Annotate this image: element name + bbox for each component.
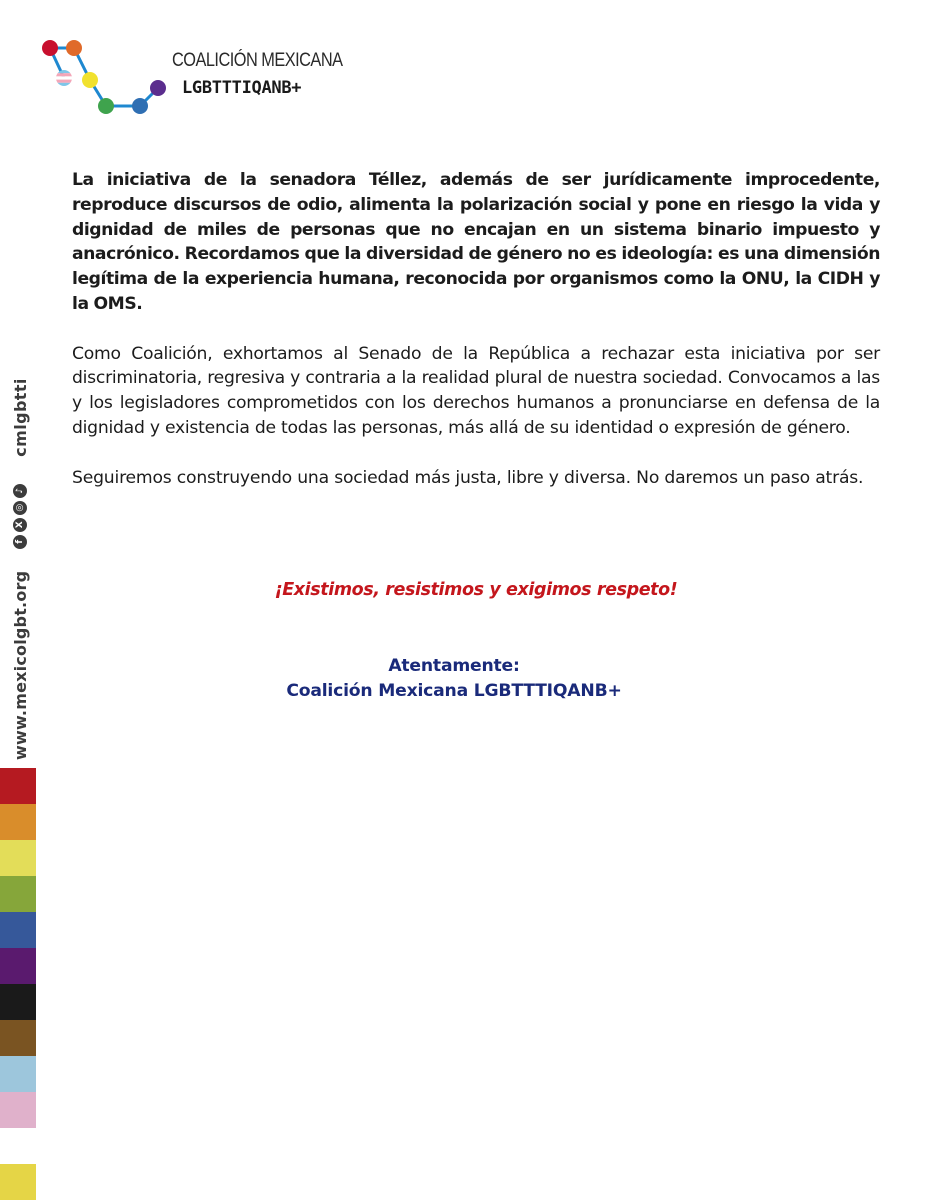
slogan: ¡Existimos, resistimos y exigimos respeto! xyxy=(274,580,678,600)
call-to-senate-paragraph: Como Coalición, exhortamos al Senado de la República a rechazar esta iniciativa por ser discriminatoria, regresiva y contraria a la realidad plural de nuestra sociedad. Convocamos a las y los legisladores comprometidos con los derechos humanos a pronunciarse en defensa de la dignidad y existencia de todas las personas, más allá de su identidad o expresión de género. xyxy=(72,343,880,438)
social-icons xyxy=(13,481,27,549)
sidebar-contact xyxy=(8,362,32,760)
x-icon[interactable]: X xyxy=(13,518,27,532)
color-stripe xyxy=(0,804,36,840)
color-stripe xyxy=(0,1164,36,1200)
signature-salutation: Atentamente: xyxy=(388,656,520,676)
coalition-logo xyxy=(38,36,343,120)
document-body xyxy=(72,168,880,490)
instagram-icon[interactable]: ◎ xyxy=(13,501,27,515)
closing-paragraph: Seguiremos construyendo una sociedad más justa, libre y diversa. No daremos un paso atrás. xyxy=(72,467,864,488)
color-stripe xyxy=(0,912,36,948)
color-stripe xyxy=(0,876,36,912)
logo-title-line2: LGBTTTIQANB+ xyxy=(182,78,302,98)
color-stripe xyxy=(0,984,36,1020)
color-stripe xyxy=(0,840,36,876)
social-handle[interactable]: cmlgbtti xyxy=(10,378,30,457)
logo-chain-icon xyxy=(38,36,168,120)
color-stripe xyxy=(0,1092,36,1128)
color-stripe xyxy=(0,1020,36,1056)
intro-paragraph: La iniciativa de la senadora Téllez, además de ser jurídicamente improcedente, reproduce discursos de odio, alimenta la polarización social y pone en riesgo la vida y dignidad de miles de personas que no encajan en un sistema binario impuesto y anacrónico. Recordamos que la diversidad de género no es ideología: es una dimensión legítima de la experiencia humana, reconocida por organismos como la ONU, la CIDH y la OMS. xyxy=(72,170,880,314)
color-stripe xyxy=(0,1056,36,1092)
tiktok-icon[interactable]: ♪ xyxy=(13,484,27,498)
facebook-icon[interactable]: f xyxy=(13,535,27,549)
trans-dot-icon xyxy=(56,70,72,86)
pride-color-stripes xyxy=(0,768,36,1200)
color-stripe xyxy=(0,1128,36,1164)
website-link[interactable]: www.mexicolgbt.org xyxy=(10,570,30,760)
signature-organization: Coalición Mexicana LGBTTTIQANB+ xyxy=(286,681,622,701)
color-stripe xyxy=(0,948,36,984)
color-stripe xyxy=(0,768,36,804)
logo-title-line1: COALICIÓN MEXICANA xyxy=(172,50,343,71)
